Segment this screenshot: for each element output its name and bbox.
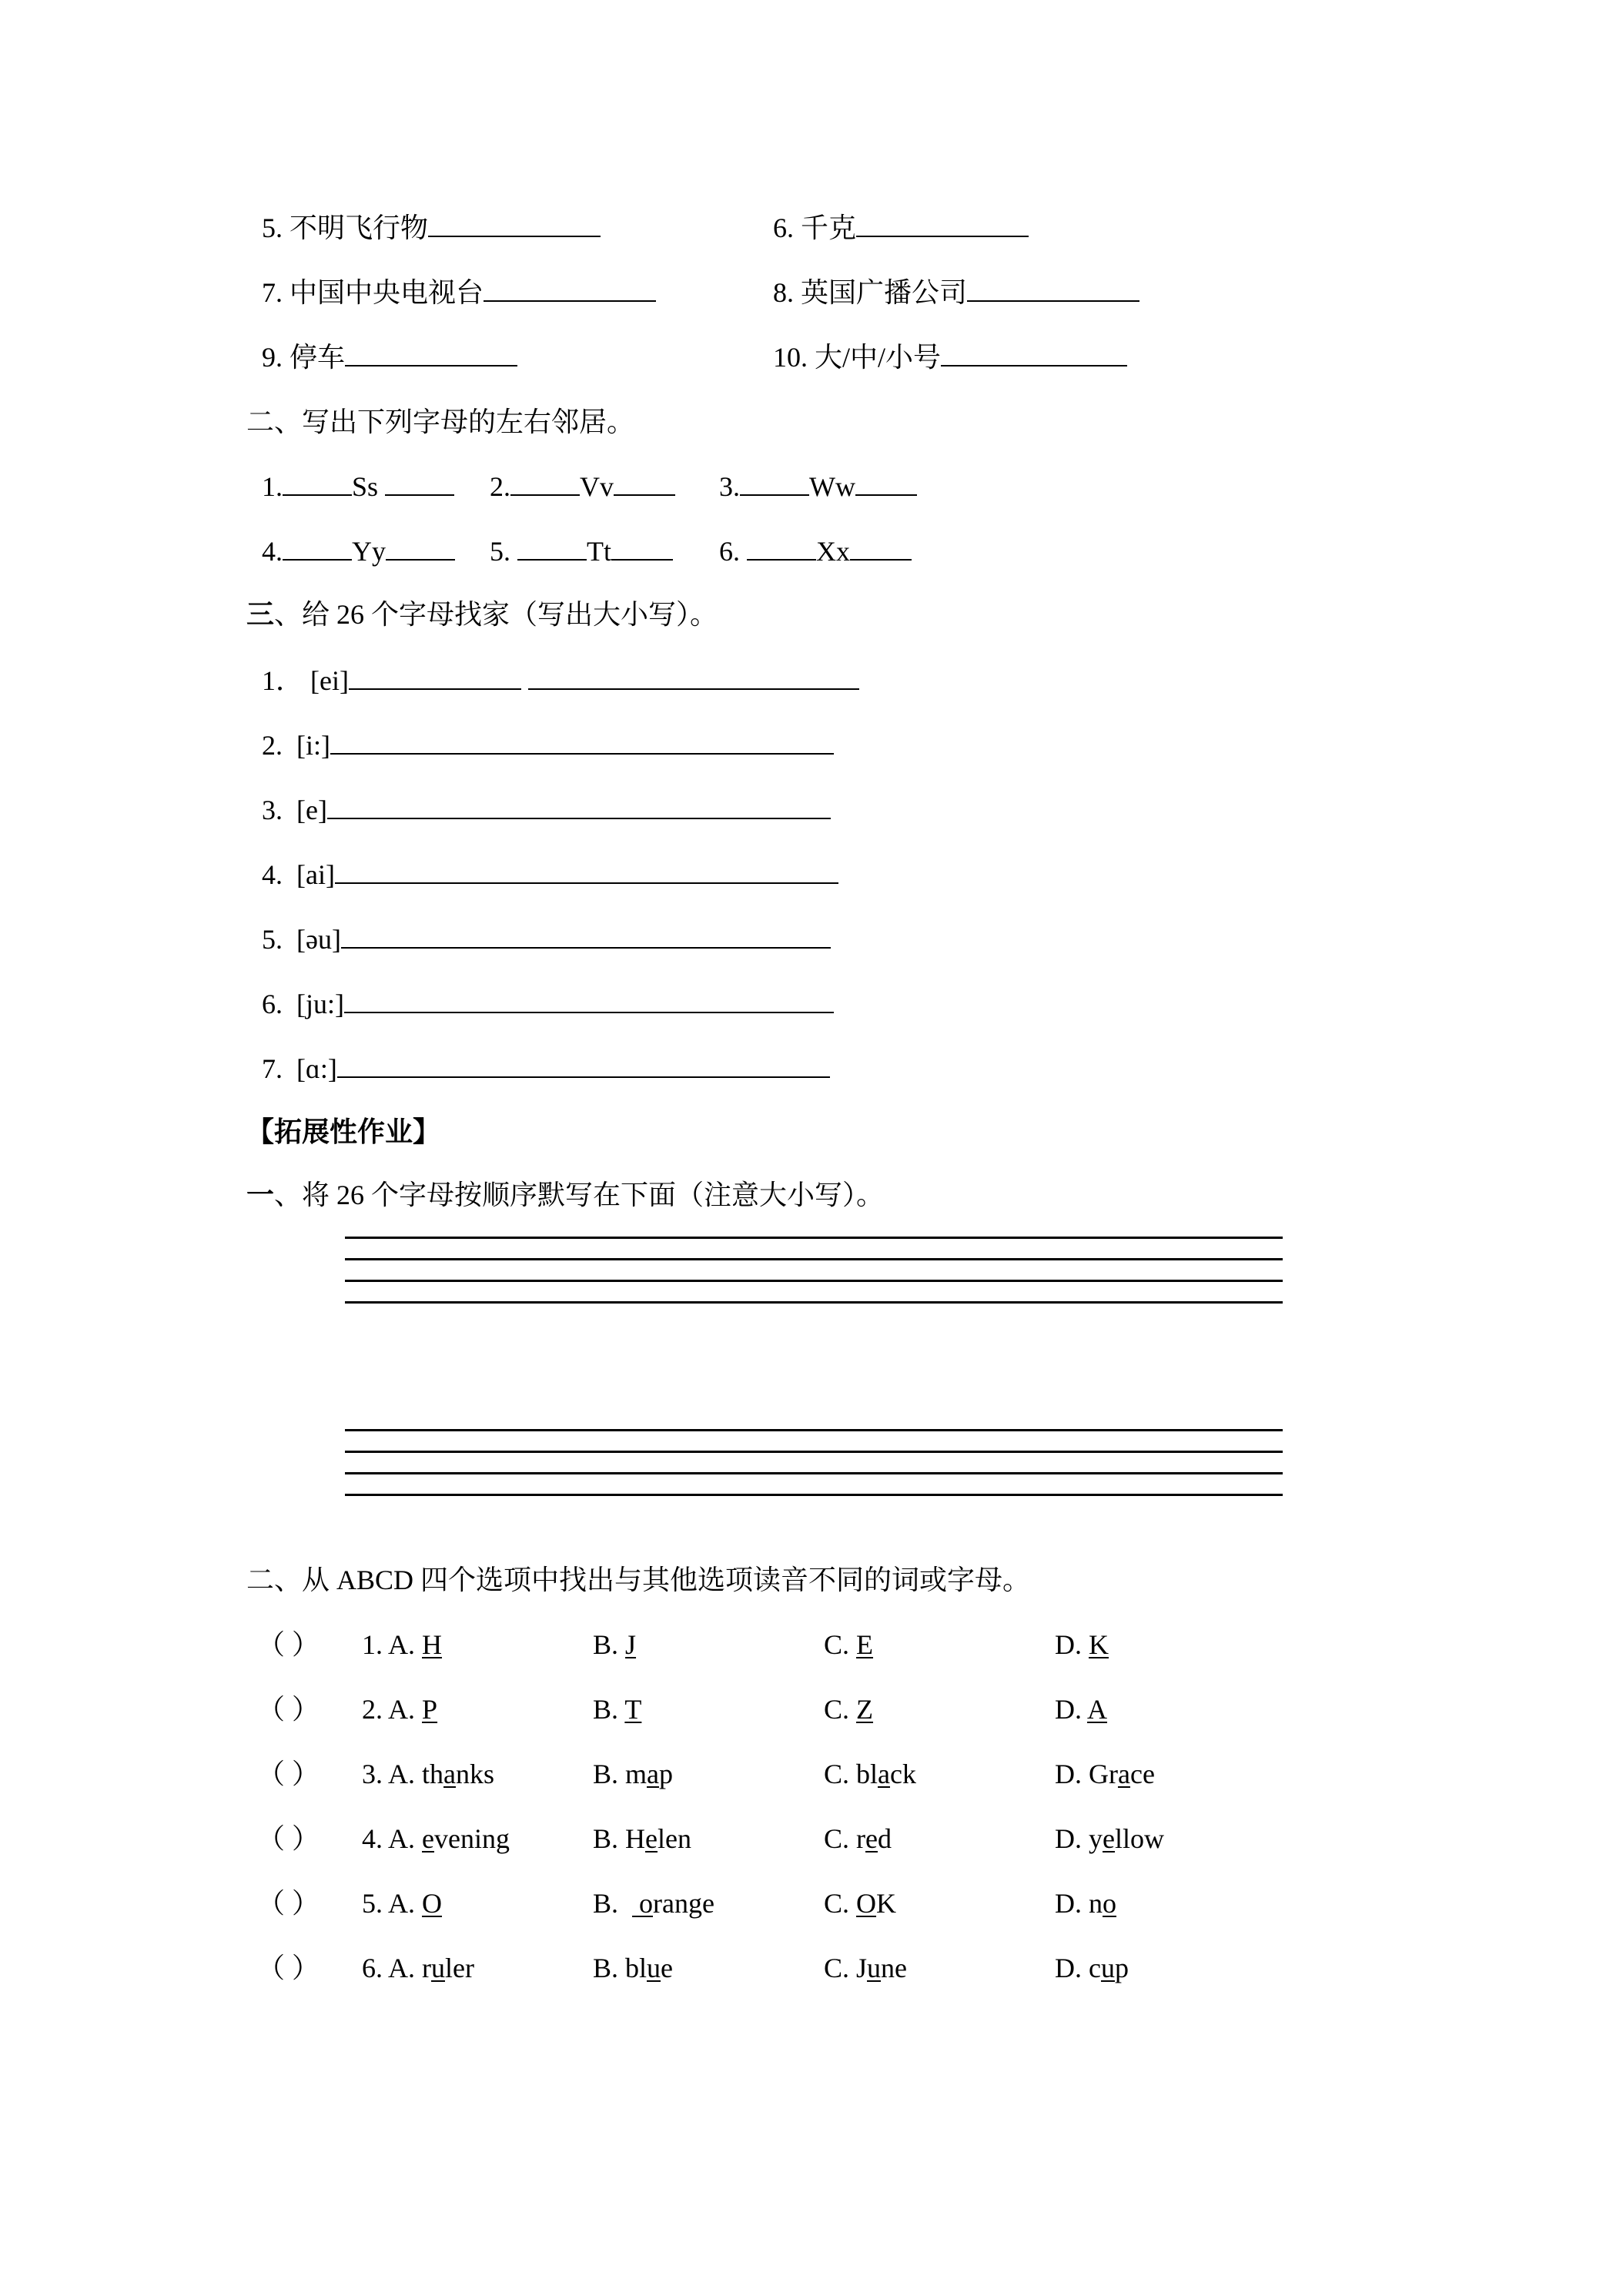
item-text: 停车 xyxy=(289,342,346,373)
option-c xyxy=(824,1757,916,1791)
option-text: B. bl xyxy=(593,1953,648,1983)
letter: Tt xyxy=(587,536,611,567)
letter: Ww xyxy=(809,471,855,502)
question-number: 一 xyxy=(246,1180,275,1210)
option-text: C. xyxy=(824,1694,857,1725)
answer-blank[interactable] xyxy=(856,213,1029,237)
item-number: 8. xyxy=(773,277,794,308)
option-d xyxy=(1055,1886,1116,1920)
left-blank[interactable] xyxy=(740,471,809,496)
right-blank[interactable] xyxy=(614,471,675,496)
option-text: range xyxy=(653,1888,714,1919)
extended-heading: 【拓展性作业】 xyxy=(246,1116,441,1147)
answer-blank[interactable] xyxy=(528,665,859,690)
sound-item-1 xyxy=(262,664,859,698)
right-blank[interactable] xyxy=(850,536,912,561)
underlined-letter: a xyxy=(647,1759,659,1789)
option-text: D. Gr xyxy=(1055,1759,1118,1789)
left-blank[interactable] xyxy=(517,536,587,561)
item-number: 4. xyxy=(262,859,283,890)
sound-item-5 xyxy=(262,922,831,956)
option-text: D. y xyxy=(1055,1823,1103,1854)
option-text: D. c xyxy=(1055,1953,1101,1983)
underlined-letter: O xyxy=(856,1888,877,1919)
option-b xyxy=(593,1951,673,1985)
left-blank[interactable] xyxy=(510,471,580,496)
option-text: B. xyxy=(593,1694,625,1725)
option-c xyxy=(824,1951,907,1985)
sound-item-3 xyxy=(262,793,831,827)
option-b xyxy=(593,1628,636,1662)
option-text: D. xyxy=(1055,1694,1088,1725)
item-number: 3. xyxy=(719,471,740,502)
section-number: 三 xyxy=(246,599,275,630)
underlined-letter: e xyxy=(865,1823,878,1854)
item-number: 9. xyxy=(262,342,283,373)
option-c xyxy=(824,1886,896,1920)
underlined-letter: o xyxy=(1103,1888,1116,1919)
item-text: 大/中/小号 xyxy=(815,342,942,373)
item-10 xyxy=(773,340,1127,374)
right-blank[interactable] xyxy=(386,536,455,561)
underlined-letter: e xyxy=(645,1823,658,1854)
letter: Yy xyxy=(352,536,386,567)
writing-line[interactable] xyxy=(345,1451,1283,1453)
answer-blank[interactable] xyxy=(335,859,838,884)
option-c xyxy=(824,1628,873,1662)
answer-blank[interactable] xyxy=(941,342,1127,366)
item-number: 6. xyxy=(773,213,794,243)
item-number: 5. xyxy=(490,536,510,567)
item-6 xyxy=(773,211,1029,245)
option-a xyxy=(362,1951,474,1985)
underlined-letter: K xyxy=(1089,1629,1109,1660)
phonetic-sound: [ai] xyxy=(296,859,335,890)
answer-blank[interactable] xyxy=(344,989,834,1013)
option-text: B. xyxy=(593,1888,633,1919)
phonetic-sound: [i:] xyxy=(296,730,330,761)
item-number: 6. xyxy=(719,536,740,567)
neighbor-item-1 xyxy=(262,470,454,504)
left-blank[interactable] xyxy=(283,536,352,561)
writing-line[interactable] xyxy=(345,1494,1283,1496)
option-text: ne xyxy=(881,1953,908,1983)
option-text: C. J xyxy=(824,1953,868,1983)
item-number: 5. xyxy=(262,213,283,243)
left-blank[interactable] xyxy=(747,536,816,561)
section-instruction: 、给 26 个字母找家（写出大小写）。 xyxy=(274,599,718,630)
option-text: D. n xyxy=(1055,1888,1103,1919)
neighbor-item-5 xyxy=(490,534,673,568)
item-number: 7. xyxy=(262,277,283,308)
answer-parentheses[interactable]: （ ） xyxy=(257,1694,320,1725)
writing-line[interactable] xyxy=(345,1237,1283,1239)
option-text: 3. A. th xyxy=(362,1759,444,1789)
extended-q2-title: 二、从 ABCD 四个选项中找出与其他选项读音不同的词或字母。 xyxy=(246,1565,1031,1595)
phonetic-sound: [ei] xyxy=(310,665,349,696)
section-2-title: 二、写出下列字母的左右邻居。 xyxy=(246,407,635,437)
option-d xyxy=(1055,1822,1164,1856)
sound-item-2 xyxy=(262,728,834,762)
underlined-letter: T xyxy=(624,1694,642,1725)
underlined-letter: e xyxy=(422,1823,434,1854)
option-d xyxy=(1055,1692,1107,1726)
phonetic-sound: [əu] xyxy=(296,924,341,955)
writing-line[interactable] xyxy=(345,1258,1283,1260)
section-3-title xyxy=(246,597,718,631)
item-number: 7. xyxy=(262,1053,283,1084)
sound-item-6 xyxy=(262,987,834,1021)
item-9 xyxy=(262,340,517,374)
item-text: 千克 xyxy=(801,213,857,243)
sound-item-4 xyxy=(262,858,838,892)
option-b xyxy=(593,1886,714,1920)
phonetic-sound: [ju:] xyxy=(296,989,344,1019)
option-d xyxy=(1055,1628,1109,1662)
option-text: B. m xyxy=(593,1759,648,1789)
answer-blank[interactable] xyxy=(330,730,834,755)
right-blank[interactable] xyxy=(611,536,673,561)
option-text: d xyxy=(877,1823,892,1854)
option-text: 4. A. xyxy=(362,1823,423,1854)
option-text: C. xyxy=(824,1888,857,1919)
answer-blank[interactable] xyxy=(349,665,521,690)
option-text: 2. A. xyxy=(362,1694,423,1725)
underlined-letter: a xyxy=(443,1759,456,1789)
option-b xyxy=(593,1757,673,1791)
option-a xyxy=(362,1886,442,1920)
item-text: 英国广播公司 xyxy=(801,277,968,308)
phonetic-sound: [e] xyxy=(296,795,327,825)
extended-q1-title xyxy=(246,1178,884,1212)
option-text: B. H xyxy=(593,1823,646,1854)
option-text: len xyxy=(658,1823,691,1854)
option-c xyxy=(824,1692,873,1726)
item-5 xyxy=(262,211,601,245)
option-a xyxy=(362,1757,494,1791)
option-text: C. r xyxy=(824,1823,865,1854)
option-text: B. xyxy=(593,1629,626,1660)
option-text: nks xyxy=(456,1759,495,1789)
option-b xyxy=(593,1822,691,1856)
option-text: 1. A. xyxy=(362,1629,423,1660)
option-text: K xyxy=(876,1888,897,1919)
option-text: ck xyxy=(890,1759,916,1789)
phonetic-sound: [ɑ:] xyxy=(296,1053,337,1084)
underlined-letter: Z xyxy=(856,1694,874,1725)
option-b xyxy=(593,1692,641,1726)
option-text: 5. A. xyxy=(362,1888,423,1919)
answer-blank[interactable] xyxy=(341,924,831,949)
underlined-letter: u xyxy=(1100,1953,1115,1983)
answer-parentheses[interactable]: （ ） xyxy=(257,1629,320,1660)
underlined-letter: o xyxy=(632,1888,654,1919)
neighbor-item-2 xyxy=(490,470,675,504)
option-text: ler xyxy=(445,1953,474,1983)
underlined-letter: a xyxy=(1117,1759,1130,1789)
item-7 xyxy=(262,276,656,310)
option-text: llow xyxy=(1114,1823,1164,1854)
writing-line[interactable] xyxy=(345,1280,1283,1282)
right-blank[interactable] xyxy=(385,471,454,496)
item-number: 10. xyxy=(773,342,808,373)
neighbor-item-6 xyxy=(719,534,912,568)
option-text: vening xyxy=(434,1823,510,1854)
option-d xyxy=(1055,1757,1155,1791)
answer-blank[interactable] xyxy=(428,213,601,237)
sound-item-7 xyxy=(262,1052,830,1086)
option-text: p xyxy=(659,1759,673,1789)
option-text: ce xyxy=(1129,1759,1155,1789)
item-8 xyxy=(773,276,1139,310)
item-text: 不明飞行物 xyxy=(289,213,429,243)
option-text: 6. A. r xyxy=(362,1953,431,1983)
answer-blank[interactable] xyxy=(327,795,831,819)
left-blank[interactable] xyxy=(283,471,352,496)
answer-blank[interactable] xyxy=(337,1053,830,1078)
option-d xyxy=(1055,1951,1129,1985)
option-a xyxy=(362,1628,442,1662)
neighbor-item-3 xyxy=(719,470,917,504)
underlined-letter: J xyxy=(625,1629,637,1660)
item-text: 中国中央电视台 xyxy=(289,277,484,308)
option-text: C. bl xyxy=(824,1759,878,1789)
answer-parentheses[interactable]: （ ） xyxy=(257,1759,320,1789)
underlined-letter: e xyxy=(1103,1823,1115,1854)
underlined-letter: A xyxy=(1087,1694,1108,1725)
answer-parentheses[interactable]: （ ） xyxy=(257,1953,320,1983)
writing-line[interactable] xyxy=(345,1301,1283,1304)
item-number: 4. xyxy=(262,536,283,567)
underlined-letter: u xyxy=(431,1953,445,1983)
underlined-letter: a xyxy=(878,1759,890,1789)
option-a xyxy=(362,1822,510,1856)
underlined-letter: H xyxy=(422,1629,443,1660)
item-number: 5. xyxy=(262,924,283,955)
answer-blank[interactable] xyxy=(345,342,517,366)
underlined-letter: E xyxy=(856,1629,874,1660)
underlined-letter: O xyxy=(422,1888,443,1919)
letter: Ss xyxy=(352,471,379,502)
answer-parentheses[interactable]: （ ） xyxy=(257,1888,320,1919)
writing-line[interactable] xyxy=(345,1429,1283,1431)
answer-blank[interactable] xyxy=(967,277,1139,302)
item-number: 2. xyxy=(262,730,283,761)
writing-line[interactable] xyxy=(345,1472,1283,1474)
underlined-letter: P xyxy=(422,1694,438,1725)
item-number: 1. xyxy=(262,471,283,502)
letter: Xx xyxy=(816,536,850,567)
neighbor-item-4 xyxy=(262,534,455,568)
option-c xyxy=(824,1822,892,1856)
answer-parentheses[interactable]: （ ） xyxy=(257,1823,320,1854)
question-instruction: 、将 26 个字母按顺序默写在下面（注意大小写）。 xyxy=(274,1180,885,1210)
option-text: e xyxy=(661,1953,673,1983)
underlined-letter: u xyxy=(647,1953,661,1983)
item-number: 1． xyxy=(262,665,304,696)
item-number: 6. xyxy=(262,989,283,1019)
item-number: 3. xyxy=(262,795,283,825)
option-text: D. xyxy=(1055,1629,1089,1660)
right-blank[interactable] xyxy=(855,471,917,496)
item-number: 2. xyxy=(490,471,510,502)
underlined-letter: u xyxy=(867,1953,882,1983)
option-text: C. xyxy=(824,1629,857,1660)
answer-blank[interactable] xyxy=(484,277,656,302)
letter: Vv xyxy=(580,471,614,502)
option-a xyxy=(362,1692,437,1726)
option-text: p xyxy=(1114,1953,1129,1983)
